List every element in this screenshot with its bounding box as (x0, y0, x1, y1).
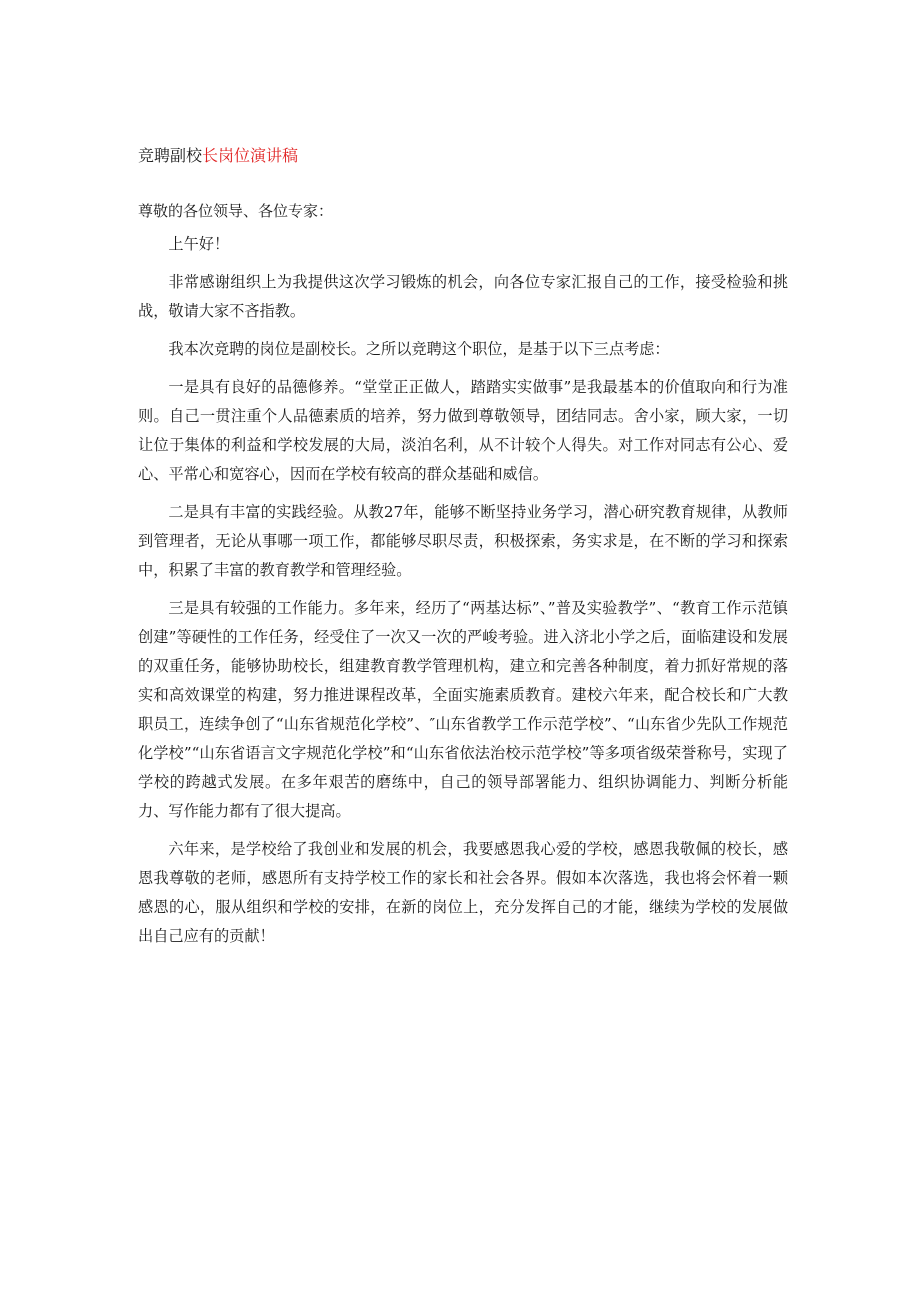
paragraph-greeting: 上午好！ (168, 235, 230, 253)
paragraph-point-three: 三是具有较强的工作能力。多年来，经历了“两基达标”、”普及实验教学”、“教育工作示范镇创建”等硬性的工作任务，经受住了一次又一次的严峻考验。进入济北小学之后，面临建设和发展的双重任务，能够协助校长，组建教育教学管理机构，建立和完善各种制度，着力抓好常规的落实和高效课堂的构建，努力推进课程改革，全面实施素质教育。建校六年来，配合校长和广大教职员工，连续争创了“山东省规范化学校”、″山东省教学工作示范学校”、“山东省少先队工作规范化学校”“山东省语言文字规范化学校”和“山东省依法治校示范学校”等多项省级荣誉称号，实现了学校的跨越式发展。在多年艰苦的磨练中，自己的领导部署能力、组织协调能力、判断分析能力、写作能力都有了很大提高。 (138, 599, 788, 820)
salutation: 尊敬的各位领导、各位专家： (138, 202, 334, 220)
paragraph-closing: 六年来，是学校给了我创业和发展的机会，我要感恩我心爱的学校，感恩我敬佩的校长，感恩我尊敬的老师，感恩所有支持学校工作的家长和社会各界。假如本次落选，我也将会怀着一颗感恩的心，服从组织和学校的安排，在新的岗位上，充分发挥自己的才能，继续为学校的发展做出自己应有的贡献！ (138, 840, 788, 945)
title-part-red: 长岗位演讲稿 (202, 146, 299, 165)
paragraph-thanks: 非常感谢组织上为我提供这次学习锻炼的机会，向各位专家汇报自己的工作，接受检验和挑战，敬请大家不吝指教。 (138, 273, 788, 320)
paragraph-point-one: 一是具有良好的品德修养。“堂堂正正做人，踏踏实实做事”是我最基本的价值取向和行为准则。自己一贯注重个人品德素质的培养，努力做到尊敬领导，团结同志。舍小家，顾大家，一切让位于集体的利益和学校发展的大局，淡泊名利，从不计较个人得失。对工作对同志有公心、爱心、平常心和宽容心，因而在学校有较高的群众基础和威信。 (138, 378, 788, 483)
speech-body (138, 230, 788, 960)
paragraph-point-two: 二是具有丰富的实践经验。从教27年，能够不断坚持业务学习，潜心研究教育规律，从教师到管理者，无论从事哪一项工作，都能够尽职尽责，积极探索，务实求是，在不断的学习和探索中，积累了丰富的教育教学和管理经验。 (138, 503, 788, 579)
document-title (138, 144, 298, 168)
title-part-black: 竞聘副校 (138, 146, 203, 165)
paragraph-position: 我本次竞聘的岗位是副校长。之所以竞聘这个职位，是基于以下三点考虑： (168, 340, 670, 358)
